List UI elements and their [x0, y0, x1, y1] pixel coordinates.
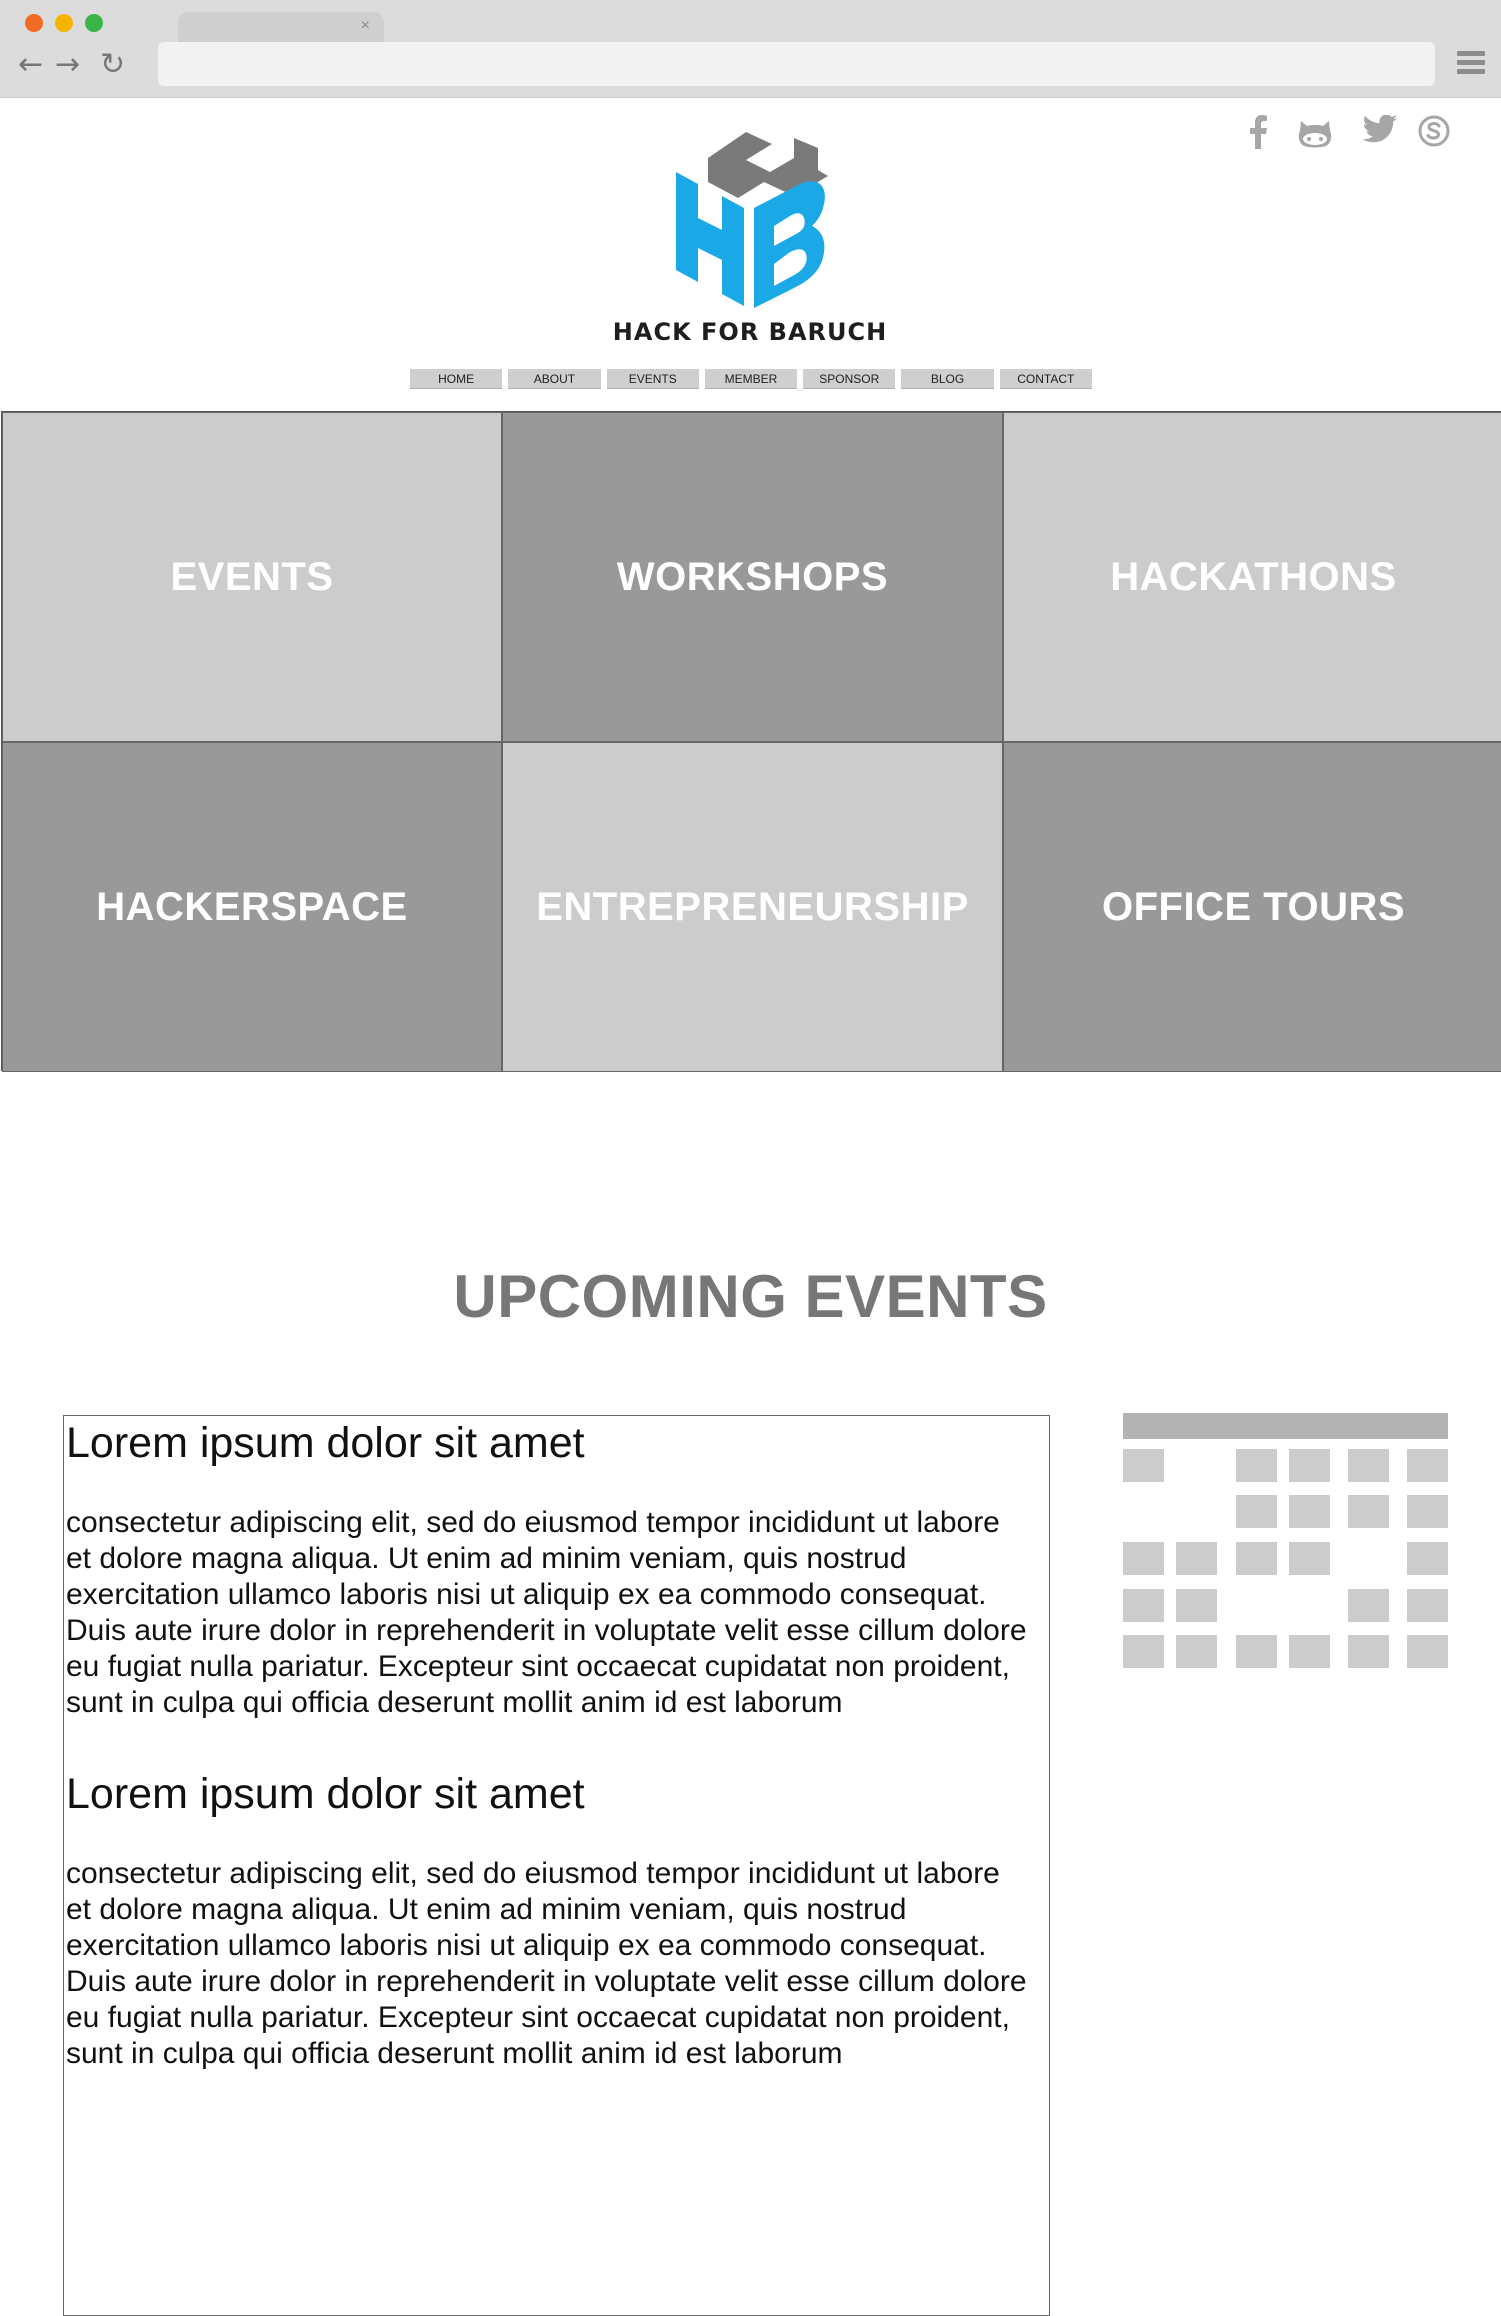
calendar-day[interactable] [1407, 1589, 1448, 1622]
minimize-window-button[interactable] [55, 14, 73, 32]
address-bar[interactable] [158, 42, 1435, 86]
browser-tab[interactable] [178, 12, 384, 42]
calendar-day[interactable] [1289, 1449, 1330, 1482]
twitter-icon[interactable] [1362, 115, 1398, 145]
event-item [66, 1770, 1049, 2072]
github-icon[interactable] [1297, 115, 1333, 149]
nav-events[interactable]: EVENTS [607, 369, 699, 389]
tab-close-icon[interactable]: × [360, 17, 370, 34]
hack-for-baruch-logo[interactable] [668, 130, 836, 312]
upcoming-events-title: UPCOMING EVENTS [453, 1263, 1048, 1330]
calendar-day[interactable] [1289, 1542, 1330, 1575]
tile-office-tours[interactable]: OFFICE TOURS [1003, 742, 1501, 1072]
facebook-icon[interactable] [1247, 115, 1269, 149]
maximize-window-button[interactable] [85, 14, 103, 32]
calendar-day[interactable] [1348, 1495, 1389, 1528]
calendar-day[interactable] [1236, 1635, 1277, 1668]
calendar-day[interactable] [1236, 1449, 1277, 1482]
tile-entrepreneurship[interactable]: ENTREPRENEURSHIP [502, 742, 1003, 1072]
calendar-day[interactable] [1123, 1542, 1164, 1575]
calendar-day[interactable] [1123, 1635, 1164, 1668]
browser-chrome [0, 0, 1501, 98]
tile-hackathons[interactable]: HACKATHONS [1003, 412, 1501, 742]
calendar-day[interactable] [1348, 1449, 1389, 1482]
tile-events[interactable]: EVENTS [2, 412, 502, 742]
nav-member[interactable]: MEMBER [705, 369, 797, 389]
brand-name: HACK FOR BARUCH [612, 318, 888, 346]
calendar-day[interactable] [1289, 1495, 1330, 1528]
calendar-day[interactable] [1407, 1449, 1448, 1482]
main-nav [410, 369, 1092, 389]
skype-icon[interactable] [1418, 115, 1450, 147]
back-arrow-icon[interactable]: ← [18, 47, 44, 82]
calendar-day[interactable] [1407, 1542, 1448, 1575]
hamburger-menu-icon[interactable] [1457, 51, 1485, 75]
calendar-header [1123, 1413, 1448, 1439]
calendar-day[interactable] [1407, 1495, 1448, 1528]
calendar-day[interactable] [1348, 1635, 1389, 1668]
calendar-day[interactable] [1123, 1449, 1164, 1482]
calendar-day[interactable] [1176, 1635, 1217, 1668]
forward-arrow-icon[interactable]: → [55, 47, 81, 82]
tile-workshops[interactable]: WORKSHOPS [502, 412, 1003, 742]
calendar-day[interactable] [1176, 1589, 1217, 1622]
nav-sponsor[interactable]: SPONSOR [803, 369, 895, 389]
nav-contact[interactable]: CONTACT [1000, 369, 1092, 389]
calendar-day[interactable] [1236, 1495, 1277, 1528]
nav-about[interactable]: ABOUT [508, 369, 600, 389]
calendar-day[interactable] [1407, 1635, 1448, 1668]
nav-home[interactable]: HOME [410, 369, 502, 389]
calendar-day[interactable] [1123, 1589, 1164, 1622]
event-heading[interactable]: Lorem ipsum dolor sit amet [66, 1419, 585, 1467]
nav-blog[interactable]: BLOG [901, 369, 993, 389]
close-window-button[interactable] [25, 14, 43, 32]
event-heading[interactable]: Lorem ipsum dolor sit amet [66, 1770, 585, 1818]
calendar-widget [1123, 1413, 1448, 1673]
event-item [66, 1419, 1049, 1721]
calendar-day[interactable] [1236, 1542, 1277, 1575]
calendar-day[interactable] [1176, 1542, 1217, 1575]
tile-hackerspace[interactable]: HACKERSPACE [2, 742, 502, 1072]
reload-icon[interactable]: ↻ [100, 47, 126, 82]
event-description: consectetur adipiscing elit, sed do eiusmod tempor incididunt ut labore et dolore magna aliqua. Ut enim ad minim veniam, quis nostrud exercitation ullamco laboris nisi ut aliquip ex ea commodo consequat. Duis aute irure dolor in reprehenderit in voluptate velit esse cillum dolore eu fugiat nulla pariatur. Excepteur sint occaecat cupidatat non proident, sunt in culpa qui officia deserunt mollit anim id est laborum [66, 1506, 1027, 1719]
category-tiles [1, 411, 1501, 1071]
calendar-day[interactable] [1348, 1589, 1389, 1622]
event-description: consectetur adipiscing elit, sed do eiusmod tempor incididunt ut labore et dolore magna aliqua. Ut enim ad minim veniam, quis nostrud exercitation ullamco laboris nisi ut aliquip ex ea commodo consequat. Duis aute irure dolor in reprehenderit in voluptate velit esse cillum dolore eu fugiat nulla pariatur. Excepteur sint occaecat cupidatat non proident, sunt in culpa qui officia deserunt mollit anim id est laborum [66, 1857, 1027, 2070]
events-list [63, 1415, 1050, 2316]
calendar-day[interactable] [1289, 1635, 1330, 1668]
